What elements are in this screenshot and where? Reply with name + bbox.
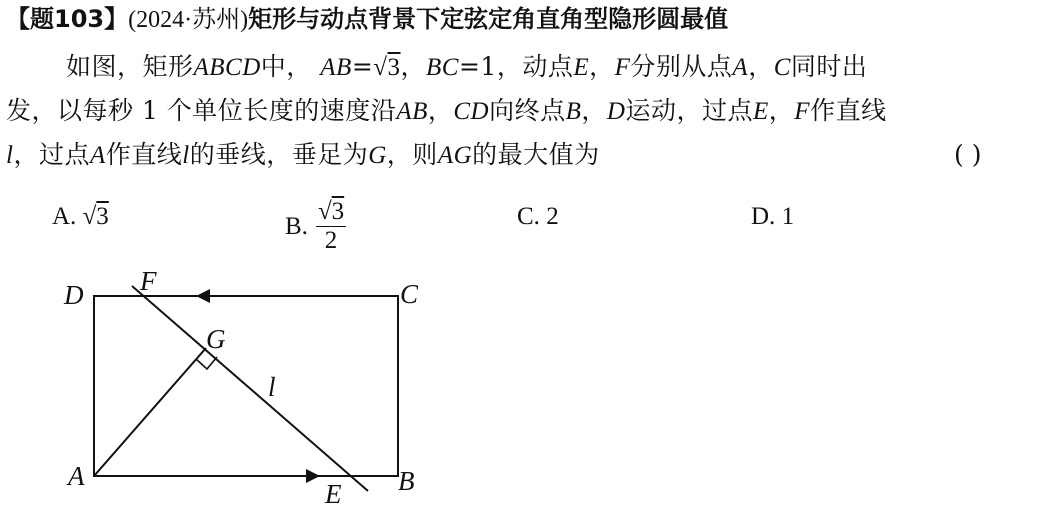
problem-source: (2024·苏州): [128, 7, 249, 33]
sqrt-radicand: 3: [331, 198, 345, 225]
text-segment: 向终点: [489, 96, 566, 125]
var-l: l: [182, 142, 190, 169]
text-segment: =1，动点: [458, 52, 574, 81]
var-ag: AG: [437, 142, 473, 169]
right-angle-mark: [196, 357, 217, 369]
var-ab: AB: [320, 54, 352, 81]
point-label-e: E: [325, 479, 342, 509]
problem-number: 【题103】: [6, 5, 129, 33]
point-label-g: G: [206, 324, 226, 354]
text-segment: 同时出: [790, 52, 868, 81]
sqrt-symbol: √: [373, 54, 388, 81]
segment-ag: [94, 348, 206, 476]
arrow-c-to-d: [196, 289, 210, 303]
text-segment: ，: [581, 96, 607, 125]
var-b: B: [565, 98, 582, 125]
sqrt-radicand: 3: [387, 54, 401, 81]
text-segment: =: [351, 52, 374, 81]
text-segment: ，: [589, 52, 615, 81]
option-label: D.: [751, 203, 776, 230]
option-label: B.: [285, 213, 308, 241]
var-cd: CD: [453, 98, 490, 125]
point-label-a: A: [68, 461, 85, 491]
text-segment: ，: [400, 52, 427, 81]
answer-blank: ( ): [954, 140, 982, 169]
var-f: F: [614, 54, 631, 81]
var-f: F: [794, 98, 811, 125]
text-segment: ，: [427, 96, 454, 125]
line-l: [132, 286, 368, 491]
var-a: A: [732, 54, 749, 81]
option-value: 2: [546, 203, 559, 230]
point-label-b: B: [398, 466, 415, 496]
sqrt-symbol: √: [317, 198, 332, 225]
text-segment: 运动，过点: [625, 96, 753, 125]
text-segment: ，: [768, 96, 795, 125]
point-label-c: C: [400, 279, 419, 309]
sqrt-radicand: 3: [96, 203, 109, 230]
var-ab: AB: [396, 98, 428, 125]
var-e: E: [573, 54, 590, 81]
text-segment: 中，: [260, 52, 312, 81]
var-e: E: [753, 98, 769, 125]
text-segment: 的垂线，垂足为: [189, 140, 369, 169]
var-g: G: [368, 142, 387, 169]
text-segment: 的最大值为: [472, 140, 600, 169]
text-segment: 作直线: [810, 96, 887, 125]
sqrt-symbol: √: [82, 203, 97, 230]
problem-topic: 矩形与动点背景下定弦定角直角型隐形圆最值: [248, 5, 729, 33]
var-a: A: [89, 142, 106, 169]
text-segment: ，则: [386, 140, 438, 169]
point-label-d: D: [64, 280, 84, 310]
var-d: D: [606, 98, 626, 125]
var-l: l: [6, 142, 14, 169]
point-label-f: F: [140, 266, 157, 296]
option-label: A.: [52, 203, 77, 230]
text-segment: 分别从点: [630, 52, 733, 81]
arrow-a-to-b: [306, 469, 320, 483]
text-segment: ，: [748, 52, 774, 81]
line-label-l: l: [268, 372, 276, 402]
fraction-denominator: 2: [324, 227, 338, 254]
var-c: C: [773, 54, 791, 81]
var-bc: BC: [426, 54, 459, 81]
var-abcd: ABCD: [193, 54, 261, 81]
text-segment: ，过点: [13, 140, 90, 169]
text-segment: 发，以每秒 1 个单位长度的速度沿: [6, 96, 397, 125]
option-value: 1: [781, 203, 795, 230]
text-segment: 作直线: [105, 140, 183, 169]
text-segment: 如图，矩形: [66, 52, 194, 81]
option-label: C.: [517, 203, 540, 230]
